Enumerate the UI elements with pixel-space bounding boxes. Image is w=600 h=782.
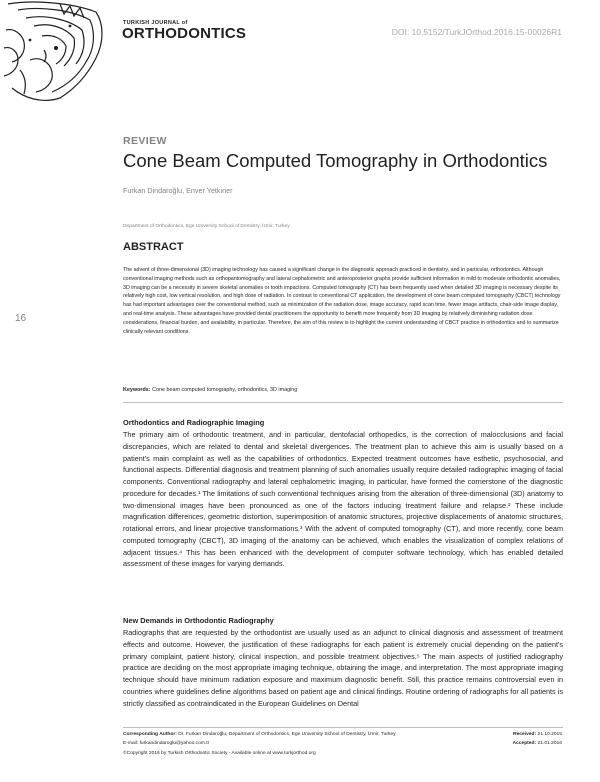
divider [123, 727, 563, 728]
keywords-list: Cone beam computed tomography, orthodontics, 3D imaging [152, 387, 298, 393]
page-number: 16 [15, 313, 27, 324]
abstract-heading: ABSTRACT [123, 241, 184, 253]
section-body: The primary aim of orthodontic treatment, and in particular, dentofacial orthopedics, is the correction of malocclusions and facial discrepancies, which are related to dental and skeletal divergences. The treatment plan to achieve this aim is usually based on a patient's main complaint as well as the capabilities of orthodontics. Expected treatment outcomes have esthetic, psychosocial, and functional aspects. Differential diagnosis and treatment planning of such anomalies usually require detailed radiographic imaging of facial components. Conventional radiography and lateral cephalometric imaging, in particular, have formed the cornerstone of the diagnostic procedure for decades.¹ The limitations of such conventional techniques arising from the alteration of three-dimensional (3D) anatomy to two-dimensional images have been pronounced as one of the factors inducing treatment failure and relapse.² These include magnification differences, geometric distortion, superimposition of anatomic structures, projective displacements of anatomic structures, rotational errors, and linear projective transformations.³ With the advent of computed tomography (CT), and more recently, cone beam computed tomography (CBCT), 3D imaging of the anatomy can be achieved, which enables the visualization of complex relations of adjacent tissues.⁴ This has been enhanced with the development of computer software technology, which has enabled detailed assessment of these images for varying demands. [123, 430, 563, 569]
received-label: Received: [513, 732, 537, 737]
corresponding-author [123, 732, 443, 737]
journal-logo-art [0, 0, 112, 108]
journal-name: ORTHODONTICS [122, 25, 247, 42]
section-heading: Orthodontics and Radiographic Imaging [123, 418, 265, 427]
copyright: ©Copyright 2016 by Turkish Orthodontic Society - Available online at www.turkjorthod.org [123, 751, 316, 756]
section-heading: New Demands in Orthodontic Radiography [123, 616, 274, 625]
author-affiliation: Department of Orthodontics, Ege University School of Dentistry, İzmir, Turkey [123, 224, 290, 229]
accepted-label: Accepted: [512, 741, 537, 746]
keywords-label: Keywords: [123, 387, 151, 393]
divider [123, 402, 563, 403]
article-authors: Furkan Dindaroğlu, Enver Yetkiner [123, 186, 233, 195]
corr-label: Corresponding Author: [123, 732, 177, 737]
received-date [513, 732, 562, 737]
accepted-value: 21.01.2016 [537, 741, 562, 746]
author-email[interactable]: E-mail: furkandindaroglu@yahoo.com.tr [123, 741, 210, 746]
article-title: Cone Beam Computed Tomography in Orthodontics [123, 150, 548, 171]
doi-text[interactable]: DOI: 10.5152/TurkJOrthod.2016.15-00026R1 [391, 27, 562, 37]
corr-text: Dr. Furkan Dindaroğlu, Department of Orthodontics, Ege University School of Dentistry, İzmir, Turkey [178, 732, 396, 737]
section-body: Radiographs that are requested by the orthodontist are usually used as an adjunct to clinical diagnosis and assessment of treatment effects and outcome. However, the justification of these radiographs for each patient is extremely crucial depending on the patient's primary complaint, patient history, clinical inspection, and possible treatment objectives.⁵ The main aspects of justified radiography practice are deciding on the most appropriate imaging technique, obtaining the image, and interpretation. The most appropriate imaging technique should have minimum radiation exposure and maximum diagnostic benefit. Still, this practice remains controversial even in countries where guidelines define algorithms based on patient age and clinical findings. Routine ordering of radiographs for all patients is strictly classified as contraindicated in the European Guidelines on Dental [123, 628, 563, 708]
journal-name-small: TURKISH JOURNAL of [123, 20, 188, 26]
article-type: REVIEW [123, 135, 167, 147]
abstract-text: The advent of three-dimensional (3D) imaging technology has caused a significant change in the diagnostic approach practiced in dentistry, and in particular, orthodontics. Although conventional imaging methods such as orthopantomography and lateral cephalometric and anteroposterior graphs provide sufficient information in mild to moderate orthodontic anomalies, 3D imaging can be a necessity in severe skeletal anomalies or tooth impactions. Computed tomography (CT) has been frequently used when detailed 3D imaging is necessary despite its relatively high cost, low vertical resolution, and high dose of radiation. In contrast to conventional CT application, the development of cone beam computed tomography (CBCT) technology has had important advantages over the conventional method, such as minimization of the radiation dose, image accuracy, rapid scan time, fewer image artifacts, chair-side image display, and real-time analysis. These advantages have provided dental practitioners the opportunity to benefit more frequently from 3D imaging by relatively diminishing radiation dose considerations, financial burden, and availability, in particular. Therefore, the aim of this review is to highlight the current understanding of CBCT practice in orthodontics and to summarize clinically relevant conditions. [123, 267, 561, 335]
accepted-date [513, 741, 563, 746]
received-value: 21.10.2015 [537, 732, 562, 737]
keywords [123, 387, 297, 393]
